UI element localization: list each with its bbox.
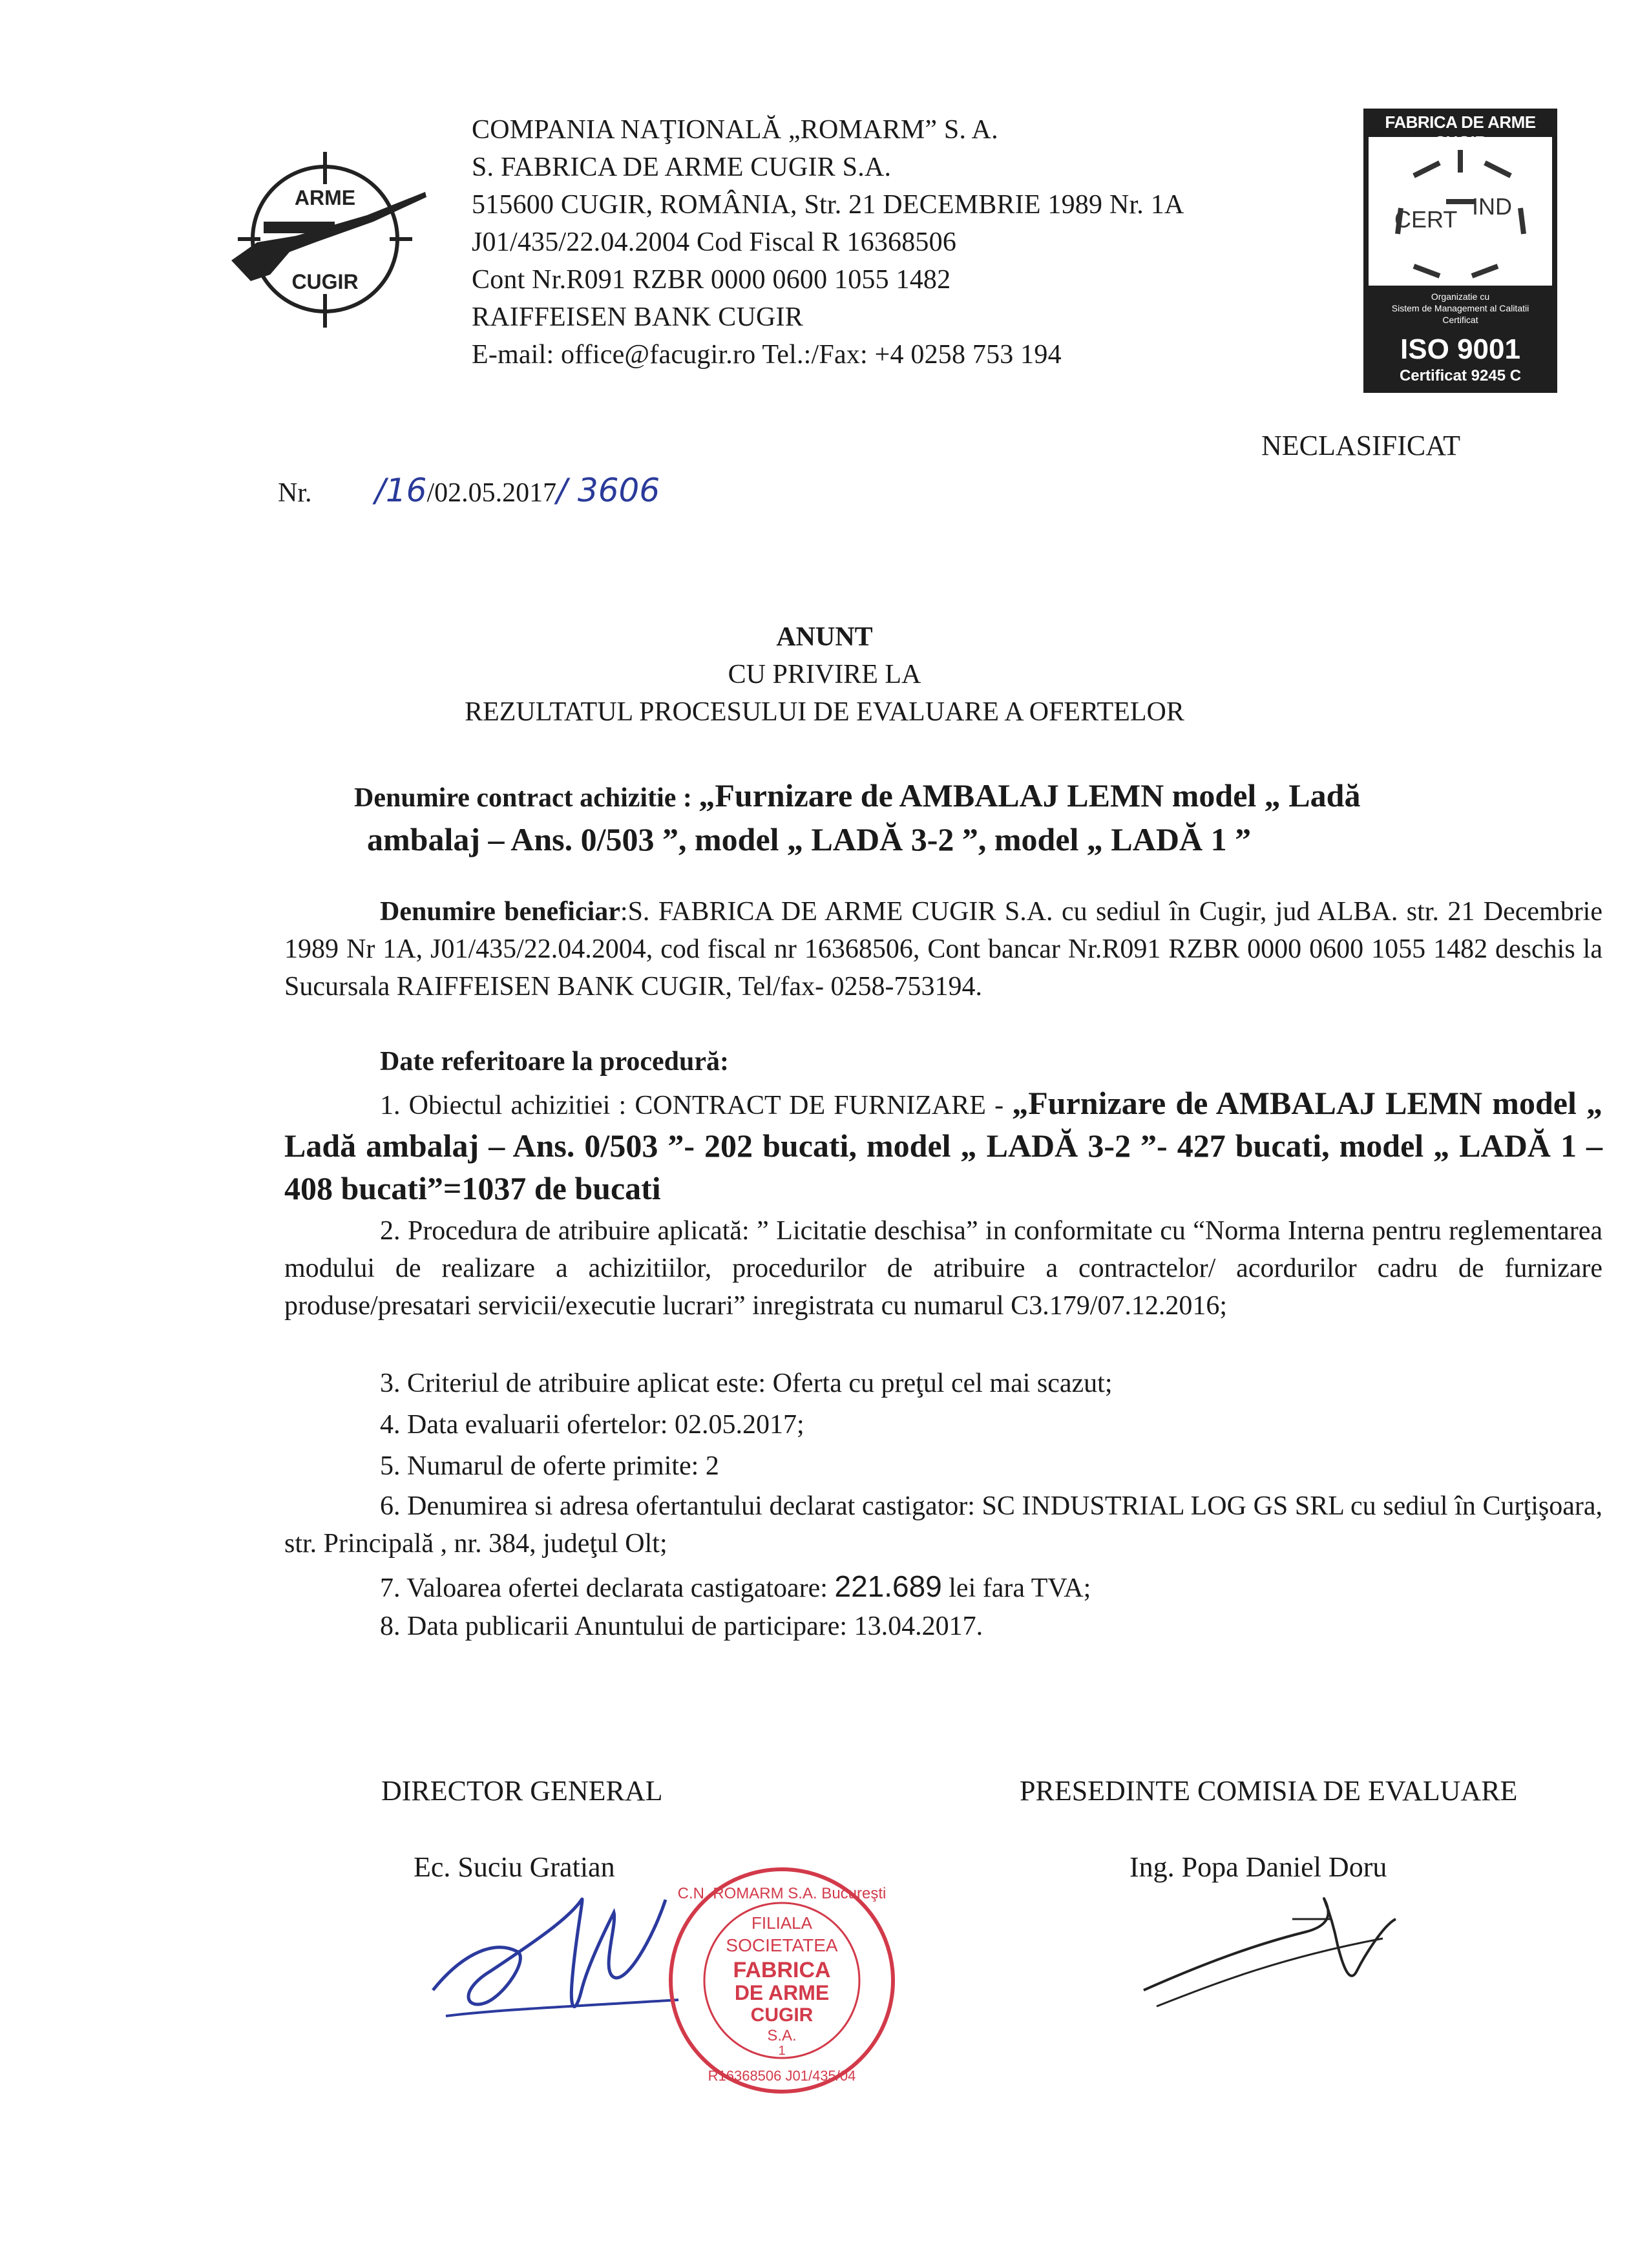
iso-certificate-badge <box>1363 109 1557 393</box>
certind-logo <box>1369 137 1552 286</box>
reference-date: /02.05.2017 <box>426 478 557 508</box>
svg-text:CERT: CERT <box>1394 206 1458 233</box>
director-signature <box>420 1861 691 2042</box>
iso-label: ISO 9001 <box>1400 333 1520 365</box>
left-signatory-title: DIRECTOR GENERAL <box>381 1775 663 1807</box>
official-stamp <box>659 1861 905 2100</box>
company-line: S. FABRICA DE ARME CUGIR S.A. <box>472 152 892 182</box>
company-line: J01/435/22.04.2004 Cod Fiscal R 16368506 <box>472 227 957 257</box>
svg-text:CUGIR: CUGIR <box>291 270 359 293</box>
document-subtitle-2: REZULTATUL PROCESULUI DE EVALUARE A OFERTELOR <box>465 697 1184 727</box>
cert-org-text: Organizatie cu Sistem de Management al Calitatii Certificat <box>1391 291 1529 325</box>
contract-name: Denumire contract achizitie : „Furnizare de AMBALAJ LEMN model „ Ladă <box>354 777 1361 814</box>
cert-title: FABRICA DE ARME CUGIR <box>1385 112 1536 152</box>
reference-number <box>278 472 660 509</box>
document-title: ANUNT <box>776 622 873 652</box>
svg-text:IND: IND <box>1472 193 1512 220</box>
company-line: COMPANIA NAŢIONALĂ „ROMARM” S. A. <box>472 115 998 145</box>
company-line: E-mail: office@facugir.ro Tel.:/Fax: +4 0258 753 194 <box>472 340 1062 370</box>
procedure-item-1: 1. Obiectul achizitiei : CONTRACT DE FURNIZARE - „Furnizare de AMBALAJ LEMN model „ Ladă ambalaj – Ans. 0/503 ”- 202 bucati, model „ LADĂ 3-2 ”- 427 bucati, model „ LADĂ 1 – 408 bucati”=1037 de bucati <box>284 1085 1603 1206</box>
company-logo <box>218 145 432 333</box>
svg-text:S.A.: S.A. <box>767 2027 797 2044</box>
right-signatory-title: PRESEDINTE COMISIA DE EVALUARE <box>1020 1775 1518 1807</box>
company-info <box>472 111 1184 373</box>
procedure-item-7: 7. Valoarea ofertei declarata castigatoare: 221.689 lei fara TVA; <box>380 1570 1091 1603</box>
svg-text:DE ARME: DE ARME <box>734 1981 830 2004</box>
contract-name-line2: ambalaj – Ans. 0/503 ”, model „ LADĂ 3-2 ”, model „ LADĂ 1 ” <box>367 821 1252 857</box>
svg-text:SOCIETATEA: SOCIETATEA <box>726 1935 838 1955</box>
svg-text:FABRICA: FABRICA <box>733 1958 831 1982</box>
document-subtitle: CU PRIVIRE LA <box>728 660 921 689</box>
handwritten-number: /16 <box>375 472 427 509</box>
procedure-heading: Date referitoare la procedură: <box>380 1047 729 1076</box>
procedure-item-4: 4. Data evaluarii ofertelor: 02.05.2017; <box>380 1410 804 1440</box>
svg-text:ARME: ARME <box>294 186 356 209</box>
procedure-item-5: 5. Numarul de oferte primite: 2 <box>380 1451 719 1481</box>
procedure-item-6: 6. Denumirea si adresa ofertantului declarat castigator: SC INDUSTRIAL LOG GS SRL cu sediul în Curţişoara, str. Principală , nr. 384, judeţul Olt; <box>284 1491 1602 1559</box>
handwritten-registration: / 3606 <box>556 472 660 509</box>
svg-text:FILIALA: FILIALA <box>751 1913 812 1933</box>
svg-text:1: 1 <box>778 2044 786 2058</box>
classification-label: NECLASIFICAT <box>1261 430 1461 461</box>
svg-text:CUGIR: CUGIR <box>750 2004 814 2026</box>
cert-number: Certificat 9245 C <box>1399 367 1522 384</box>
reference-label: Nr. <box>278 478 312 508</box>
company-line: RAIFFEISEN BANK CUGIR <box>472 302 803 332</box>
svg-text:R16368506 J01/435/04: R16368506 J01/435/04 <box>708 2068 856 2084</box>
beneficiary-paragraph: Denumire beneficiar:S. FABRICA DE ARME CUGIR S.A. cu sediul în Cugir, jud ALBA. str. 21 Decembrie 1989 Nr 1A, J01/435/22.04.2004, cod fiscal nr 16368506, Cont bancar Nr.R091 RZBR 0000 0600 1055 1482 deschis la Sucursala RAIFFEISEN BANK CUGIR, Tel/fax- 0258-753194. <box>284 897 1602 1002</box>
company-line: 515600 CUGIR, ROMÂNIA, Str. 21 DECEMBRIE 1989 Nr. 1A <box>472 190 1184 220</box>
procedure-item-8: 8. Data publicarii Anuntului de participare: 13.04.2017. <box>380 1612 983 1641</box>
right-signatory-name: Ing. Popa Daniel Doru <box>1129 1851 1387 1883</box>
company-line: Cont Nr.R091 RZBR 0000 0600 1055 1482 <box>472 265 951 295</box>
left-signatory-name: Ec. Suciu Gratian <box>414 1851 615 1883</box>
procedure-item-3: 3. Criteriul de atribuire aplicat este: Oferta cu preţul cel mai scazut; <box>380 1369 1113 1398</box>
svg-text:C.N. ROMARM S.A. Bucureşti: C.N. ROMARM S.A. Bucureşti <box>677 1885 887 1902</box>
president-signature <box>1137 1874 1409 2029</box>
procedure-item-2: 2. Procedura de atribuire aplicată: ” Licitatie deschisa” in conformitate cu “Norma Interna pentru reglementarea modului de realizare a achizitiilor, procedurilor de atribuire a contractelor/ acordurilor cadru de furnizare produse/presatari servicii/executie lucrari” inregistrata cu numarul C3.179/07.12.2016; <box>284 1216 1602 1321</box>
